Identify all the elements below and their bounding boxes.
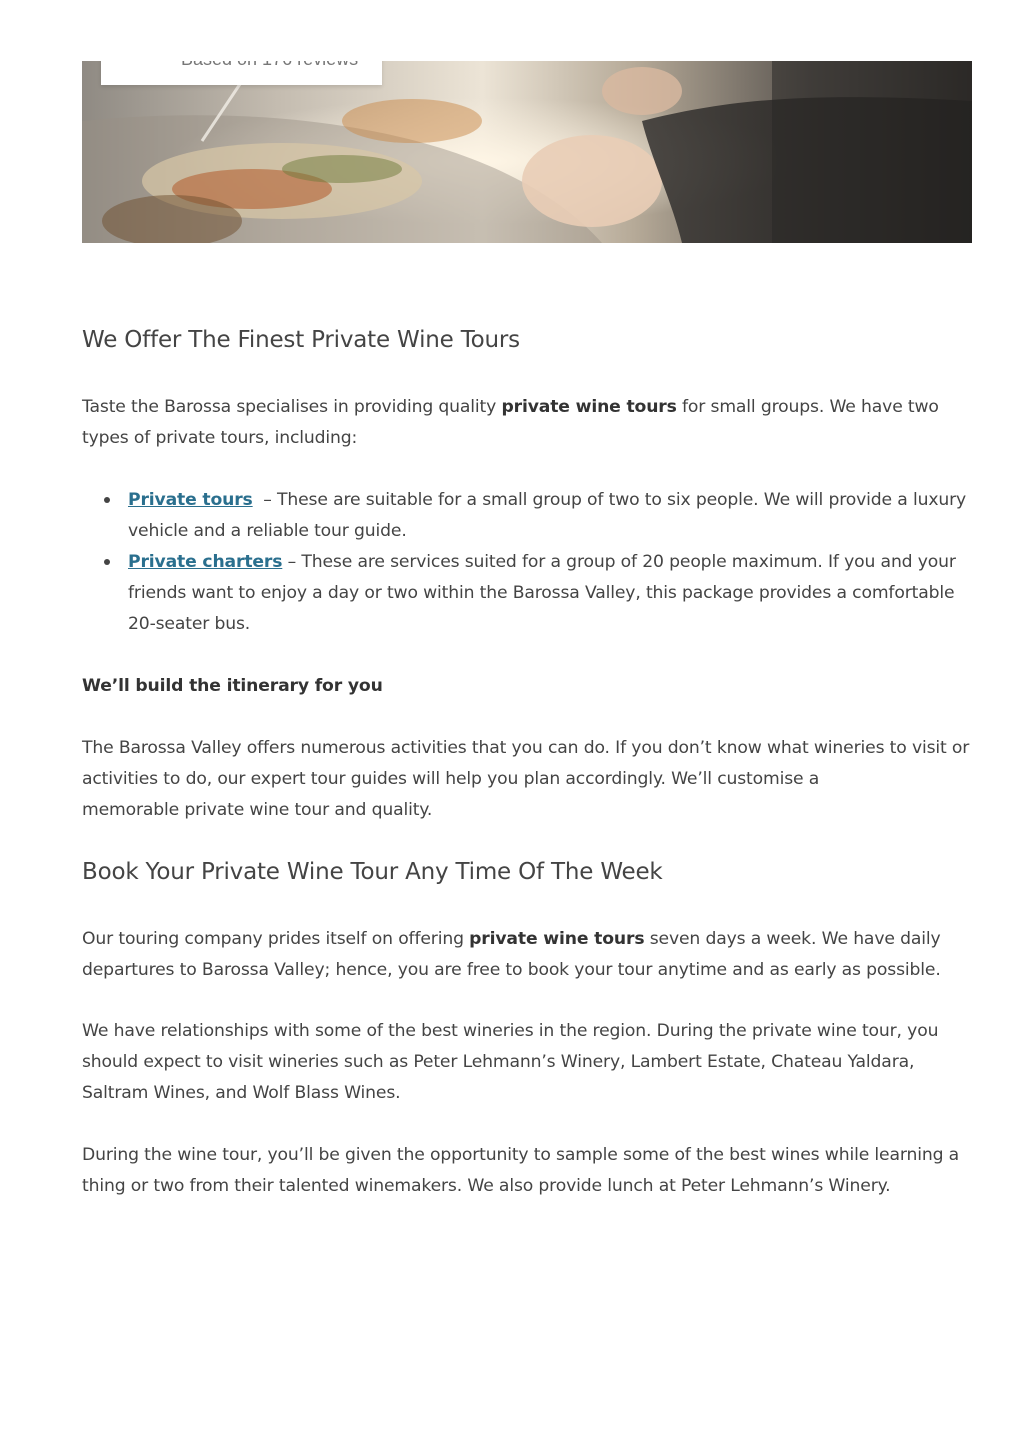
private-charters-link[interactable]: Private charters — [128, 552, 283, 572]
intro-text-start: Taste the Barossa specialises in providing quality — [82, 397, 502, 417]
tour-types-list — [82, 485, 974, 640]
daily-departures-paragraph — [82, 924, 974, 986]
intro-text-end: for small groups. We have two types of private tours, including: — [82, 397, 939, 448]
section-heading-finest-tours: We Offer The Finest Private Wine Tours — [82, 327, 520, 353]
dining-table-photo — [82, 61, 972, 243]
list-item — [82, 485, 974, 547]
wineries-paragraph: We have relationships with some of the best wineries in the region. During the private wine tour, you should expect to visit wineries such as Peter Lehmann’s Winery, Lambert Estate, Chateau Yaldara, Saltram Wines, and Wolf Blass Wines. — [82, 1021, 939, 1103]
list-item-text: – These are services suited for a group of 20 people maximum. If you and your friends want to enjoy a day or two within the Barossa Valley, this package provides a comfortable 20-seater bus. — [128, 552, 962, 634]
itinerary-paragraph — [82, 733, 974, 826]
section-heading-book-tour: Book Your Private Wine Tour Any Time Of The Week — [82, 859, 663, 885]
hero-image — [82, 61, 972, 243]
itinerary-subheading-text: We’ll build the itinerary for you — [82, 676, 383, 696]
list-item — [82, 547, 974, 640]
bullet-icon — [104, 497, 110, 503]
itinerary-subheading — [82, 671, 974, 702]
departures-text-bold: private wine tours — [469, 929, 645, 949]
departures-text-start: Our touring company prides itself on offering — [82, 929, 470, 949]
intro-text-bold: private wine tours — [501, 397, 677, 417]
itinerary-line: activities to do, our expert tour guides will help you plan accordingly. We’ll customise a — [82, 769, 820, 789]
private-tours-link[interactable]: Private tours — [128, 490, 253, 510]
itinerary-line: The Barossa Valley offers numerous activities that you can do. If you don’t know what wineries to visit or — [82, 738, 970, 758]
list-item-text: – These are suitable for a small group of two to six people. We will provide a luxury vehicle and a reliable tour guide. — [128, 490, 972, 541]
intro-paragraph — [82, 392, 974, 454]
page-top-area — [0, 0, 1024, 61]
itinerary-line: memorable private wine tour and quality. — [82, 800, 433, 820]
bullet-icon — [104, 559, 110, 565]
departures-text-end: seven days a week. We have daily departures to Barossa Valley; hence, you are free to book your tour anytime and as early as possible. — [82, 929, 941, 980]
sampling-paragraph: During the wine tour, you’ll be given the opportunity to sample some of the best wines while learning a thing or two from their talented winemakers. We also provide lunch at Peter Lehmann’s Winery. — [82, 1145, 960, 1196]
